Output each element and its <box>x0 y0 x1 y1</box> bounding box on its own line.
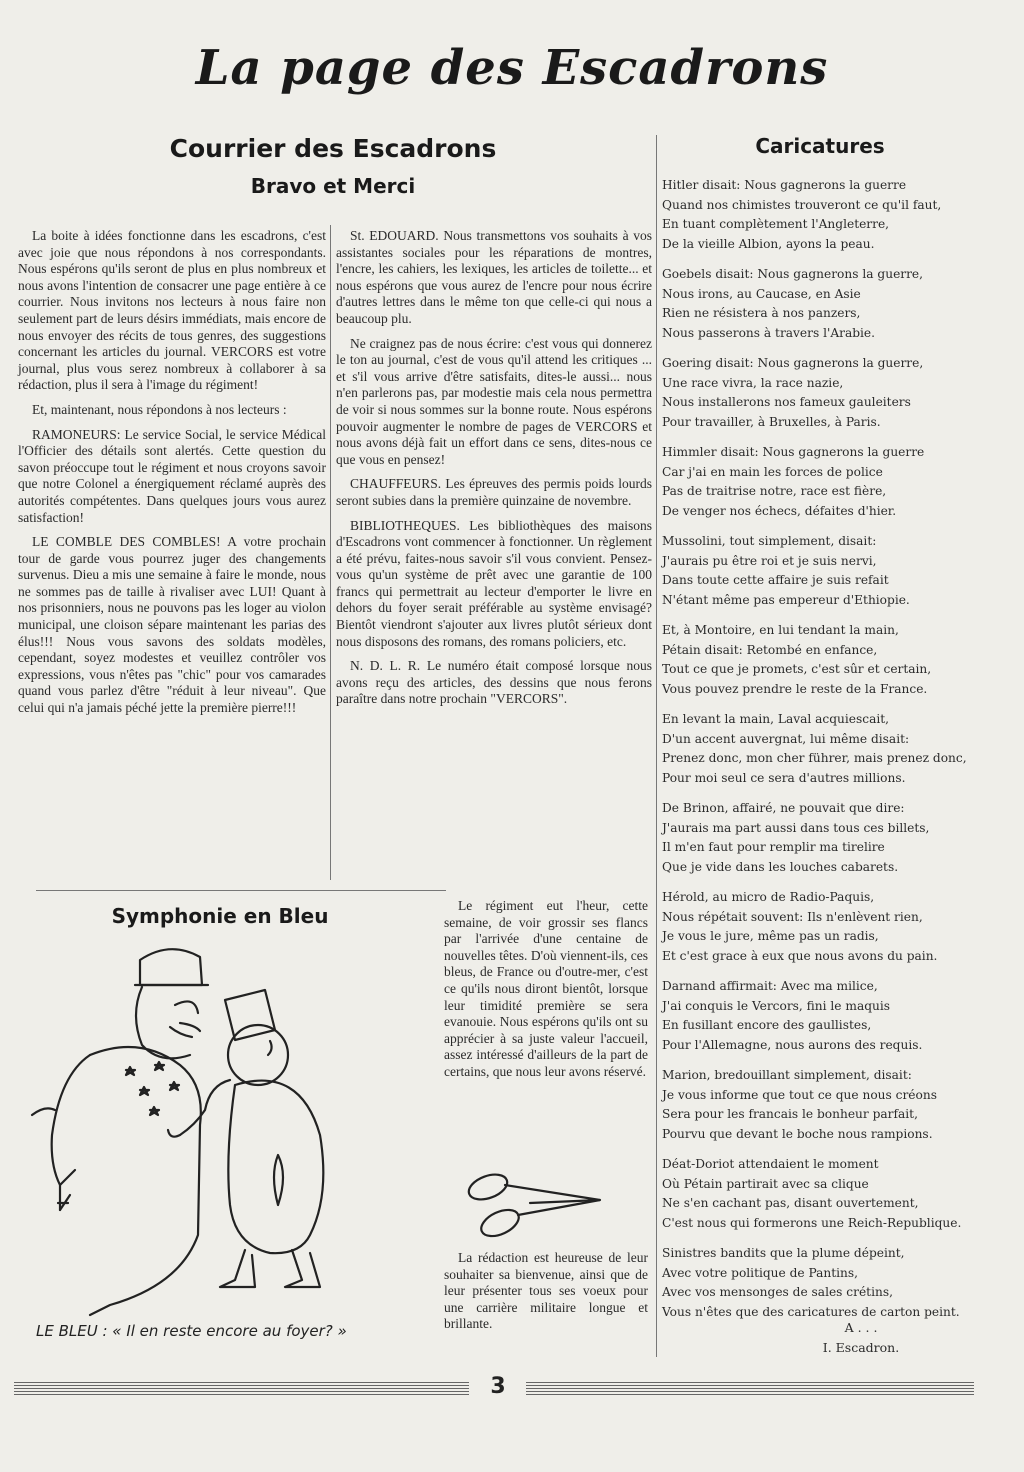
poem-line: Nous passerons à travers l'Arabie. <box>662 325 876 340</box>
poem-line: J'aurais ma part aussi dans tous ces billets, <box>662 820 930 835</box>
poem-line: Marion, bredouillant simplement, disait: <box>662 1068 912 1082</box>
poem-line: Quand nos chimistes trouveront ce qu'il faut, <box>662 197 942 212</box>
poem-stanza <box>662 265 992 343</box>
column-divider-main <box>656 135 657 1357</box>
poem-line: Je vous informe que tout ce que nous créons <box>662 1087 937 1102</box>
symphonie-text-2 <box>444 1250 648 1341</box>
poem-line: C'est nous qui formerons une Reich-Republique. <box>662 1215 962 1230</box>
poem-line: Pas de traitrise notre, race est fière, <box>662 484 887 498</box>
poem-stanza <box>662 977 992 1055</box>
symphonie-paragraph: Le régiment eut l'heur, cette semaine, de voir grossir ses flancs par l'arrivée d'une centaine de nouvelles têtes. D'où viennent-ils, ces bleus, de France ou d'outre-mer, c'est ce qu'ils nous diront bientôt, lorsque leur timidité première se sera evanouie. Nous espérons qu'ils ont su apprécier à sa juste valeur l'accueil, assez intéressé d'ailleurs de la part de certains, que nous leur avons réservé. <box>444 898 648 1079</box>
poem-line: Mussolini, tout simplement, disait: <box>662 534 877 548</box>
courrier-paragraph: LE COMBLE DES COMBLES! A votre prochain tour de garde vous pourrez juger des changements survenus. Dieu a mis une semaine à faire le monde, nous ne sommes pas de taille à rivaliser avec LUI! Quant à nos prisonniers, nous ne pouvons pas les loger au violon municipal, une cloison sépare maintenant les parias des élus!!! Nous vous savons des soldats modèles, cependant, soyez modestes et veuillez contrôler vos expressions, vous n'êtes pas "chic" pour vos camarades quand vous parlez d'être "réduit à leur niveau". Que celui qui n'a jamais péché jette la première pierre!!! <box>18 534 326 716</box>
symphonie-title: Symphonie en Bleu <box>111 904 329 928</box>
symphonie-text-1 <box>444 898 648 1089</box>
poem-line: Avec vos mensonges de sales crétins, <box>662 1285 893 1299</box>
poem-line: En fusillant encore des gaullistes, <box>662 1018 872 1032</box>
signature-unit: I. Escadron. <box>822 1340 900 1355</box>
poem-stanza <box>662 710 992 788</box>
poem-line: N'étant même pas empereur d'Ethiopie. <box>662 592 910 607</box>
poem-line: Sinistres bandits que la plume dépeint, <box>662 1246 905 1260</box>
poem-line: Où Pétain partirait avec sa clique <box>662 1176 869 1191</box>
poem-line: Nous irons, au Caucase, en Asie <box>662 286 861 301</box>
cartoon-caption: LE BLEU : « Il en reste encore au foyer? » <box>36 1322 347 1340</box>
poem-line: En tuant complètement l'Angleterre, <box>662 217 890 231</box>
poem-stanza <box>662 1244 992 1322</box>
poem-line: Que je vide dans les louches cabarets. <box>662 859 899 874</box>
poem-line: Car j'ai en main les forces de police <box>662 464 883 479</box>
courrier-subtitle: Bravo et Merci <box>250 174 416 198</box>
courrier-paragraph: La boite à idées fonctionne dans les escadrons, c'est avec joie que nous répondons à nos correspondants. Nous espérons qu'ils seront de plus en plus nombreux et nous avons l'intention de consacrer une page entière à ce courrier. Nous invitons nos lecteurs à nous faire non seulement part de leurs désirs immédiats, mais encore de nous envoyer des récits de tous genres, des suggestions concernant les articles du journal. VERCORS est votre journal, plus vous serez nombreux à collaborer à sa rédaction, plus il sera à l'image du régiment! <box>18 228 326 393</box>
poem-line: Rien ne résistera à nos panzers, <box>662 306 861 320</box>
caricatures-title: Caricatures <box>755 134 885 158</box>
poem-line: Avec votre politique de Pantins, <box>662 1265 859 1280</box>
poem-line: Sera pour les francais le bonheur parfait, <box>662 1107 918 1121</box>
section-divider <box>36 890 446 891</box>
poem-line: Prenez donc, mon cher führer, mais prenez donc, <box>662 751 967 765</box>
poem-line: En levant la main, Laval acquiescait, <box>662 712 890 726</box>
poem-line: Et c'est grace à eux que nous avons du pain. <box>662 948 938 963</box>
courrier-paragraph: BIBLIOTHEQUES. Les bibliothèques des maisons d'Escadrons vont commencer à fonctionner. Un règlement a été prévu, faites-nous savoir s'il vous convient. Pensez-vous qu'un système de prêt avec une garantie de 100 francs qui permettrait au lecteur d'emporter le livre en dehors du foyer serait préférable au système envisagé? Bientôt viendront s'ajouter aux livres plutôt sérieux dont nous disposons des romans, des romans policiers, etc. <box>336 517 652 649</box>
poem-stanza <box>662 443 992 521</box>
poem-line: De Brinon, affairé, ne pouvait que dire: <box>662 801 905 815</box>
footer-rule-left <box>14 1382 469 1396</box>
courrier-paragraph: N. D. L. R. Le numéro était composé lorsque nous avons reçu des articles, des dessins que nous ferons paraître dans notre prochain "VERCORS". <box>336 658 652 707</box>
courrier-column-2 <box>336 228 652 716</box>
courrier-column-1 <box>18 228 326 725</box>
poem-line: Pour l'Allemagne, nous aurons des requis. <box>662 1037 923 1052</box>
poem-line: Himmler disait: Nous gagnerons la guerre <box>662 445 925 459</box>
courrier-paragraph: Ne craignez pas de nous écrire: c'est vous qui donnerez le ton au journal, c'est de vous qu'il attend les critiques ... et s'il vous arrive d'être satisfaits, dites-le aussi... nous n'en parlerons pas, par modestie mais cela nous permettra de voir si nous sommes sur la bonne route. Nous espérons pouvoir augmenter le nombre de pages de VERCORS et nous avons déjà fait un effort dans ce sens, dites-nous ce que vous en pensez! <box>336 335 652 467</box>
poem-line: Vous pouvez prendre le reste de la France. <box>662 681 928 696</box>
poem-line: Nous installerons nos fameux gauleiters <box>662 395 911 409</box>
poem-line: Pétain disait: Retombé en enfance, <box>662 642 878 657</box>
poem-line: Pour travailler, à Bruxelles, à Paris. <box>662 414 881 429</box>
poem-line: Goebels disait: Nous gagnerons la guerre, <box>662 267 924 281</box>
scissors-icon <box>460 1165 610 1240</box>
courrier-paragraph: Et, maintenant, nous répondons à nos lecteurs : <box>32 401 287 417</box>
poem-stanza <box>662 1066 992 1144</box>
poem-line: Dans toute cette affaire je suis refait <box>662 573 889 587</box>
page-number: 3 <box>490 1374 506 1399</box>
cartoon-illustration <box>30 935 430 1320</box>
poem-line: Hitler disait: Nous gagnerons la guerre <box>662 178 907 192</box>
poem-line: Il m'en faut pour remplir ma tirelire <box>662 840 885 854</box>
column-divider-1 <box>330 225 331 880</box>
poem-line: Hérold, au micro de Radio-Paquis, <box>662 890 875 904</box>
poem-line: De la vieille Albion, ayons la peau. <box>662 236 875 251</box>
poem-line: Goering disait: Nous gagnerons la guerre, <box>662 356 924 370</box>
poem-stanza <box>662 532 992 610</box>
poem-stanza <box>662 1155 992 1233</box>
poem-stanza <box>662 621 992 699</box>
signature-initial: A . . . <box>844 1320 878 1335</box>
footer-rule-right <box>526 1382 974 1396</box>
poem-line: J'aurais pu être roi et je suis nervi, <box>662 553 877 568</box>
poem-line: De venger nos échecs, défaites d'hier. <box>662 503 897 518</box>
poem-line: Une race vivra, la race nazie, <box>662 375 844 390</box>
poem-stanza <box>662 354 992 432</box>
poem-line: Pour moi seul ce sera d'autres millions. <box>662 770 906 785</box>
poem-stanza <box>662 799 992 877</box>
poem-line: D'un accent auvergnat, lui même disait: <box>662 731 910 746</box>
courrier-paragraph: RAMONEURS: Le service Social, le service Médical l'Officier des détails sont alertés. Cette question du savon préoccupe tout le régiment et nous croyons savoir que notre Colonel a énergiquement réclamé auprès des autorités compétentes. Dans quelques jours vous aurez satisfaction! <box>18 426 326 525</box>
courrier-paragraph: CHAUFFEURS. Les épreuves des permis poids lourds seront subies dans la première quinzaine de novembre. <box>336 476 652 508</box>
poem-stanza <box>662 176 992 254</box>
caricatures-poem <box>662 176 992 1333</box>
poem-line: Tout ce que je promets, c'est sûr et certain, <box>662 662 932 676</box>
poem-line: Pourvu que devant le boche nous rampions. <box>662 1126 933 1141</box>
poem-line: Déat-Doriot attendaient le moment <box>662 1157 879 1171</box>
courrier-paragraph: St. EDOUARD. Nous transmettons vos souhaits à vos assistantes sociales pour les réparations de montres, l'encre, les cahiers, les lexiques, les articles de toilette... et nous espérons que vous aurez de l'encre pour nous écrire d'autres lettres dans le même ton que celle-ci qui nous a beaucoup plu. <box>336 228 652 326</box>
courrier-title: Courrier des Escadrons <box>169 134 497 163</box>
poem-line: J'ai conquis le Vercors, fini le maquis <box>662 998 891 1013</box>
symphonie-paragraph: La rédaction est heureuse de leur souhaiter sa bienvenue, ainsi que de leur présenter tous ses voeux pour une carrière militaire longue et brillante. <box>444 1250 648 1332</box>
poem-line: Vous n'êtes que des caricatures de carton peint. <box>662 1304 960 1319</box>
poem-line: Darnand affirmait: Avec ma milice, <box>662 979 878 993</box>
poem-line: Et, à Montoire, en lui tendant la main, <box>662 623 899 637</box>
page-masthead: La page des Escadrons <box>195 40 829 96</box>
poem-line: Je vous le jure, même pas un radis, <box>662 929 879 943</box>
poem-line: Nous répétait souvent: Ils n'enlèvent rien, <box>662 909 923 924</box>
poem-stanza <box>662 888 992 966</box>
poem-line: Ne s'en cachant pas, disant ouvertement, <box>662 1196 919 1210</box>
